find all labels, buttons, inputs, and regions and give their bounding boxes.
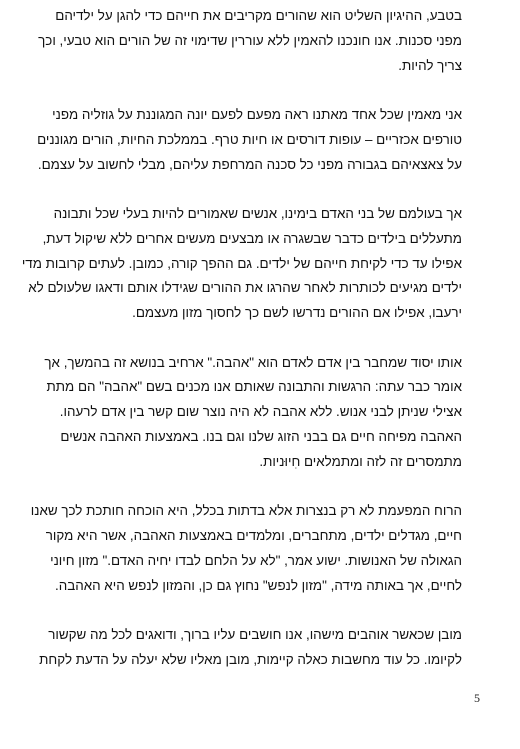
text-line: צריך להיות. bbox=[398, 57, 462, 73]
text-line: אני מאמין שכל אחד מאתנו ראה מפעם לפעם יונה המגוננת על גוזליה מפני bbox=[52, 106, 462, 122]
text-line: בטבע, ההיגיון השליט הוא שהורים מקריבים את חייהם כדי להגן על ילדיהם bbox=[55, 8, 462, 23]
text-line: מתמסרים זה לזה ומתמלאים חִיוּניות. bbox=[259, 453, 462, 469]
text-line: ילדים מגיעים לכותרות לאחר שהרגו את ההורים שגידלו אותם ודאגו שלעולם לא bbox=[28, 280, 462, 296]
text-line: ירעבו, אפילו אם ההורים נדרשו לשם כך לחסוך מזון מעצמם. bbox=[132, 305, 462, 321]
text-line: מתעללים בילדים כדבר שבשגרה או מבצעים מעשים אחרים ללא שיקול דעת, bbox=[42, 230, 462, 246]
text-line: הגאולה של האנושות. ישוע אמר, "לא על הלחם לבדו יחיה האדם." מזון חיוני bbox=[50, 552, 462, 568]
text-line: על צאצאיהם בגבורה מפני כל סכנה המרחפת עליהם, מבלי לחשוב על עצמם. bbox=[37, 156, 462, 172]
page-number: 5 bbox=[474, 691, 480, 705]
text-line: מובן שכאשר אוהבים מישהו, אנו חושבים עליו ברוך, ודואגים לכל מה שקשור bbox=[48, 626, 462, 642]
text-line: אפילו עד כדי לקיחת חייהם של ילדים. גם ההפך קורה, כמובן. לעתים קרובות מדי bbox=[21, 255, 462, 271]
text-line: האהבה מפיחה חיים גם בבני הזוג שלנו וגם בנו. באמצעות האהבה אנשים bbox=[60, 428, 462, 444]
text-line: הרוח המפעמת לא רק בנצרות אלא בדתות בכלל, היא הוכחה חותכת לכך שאנו bbox=[30, 503, 462, 519]
text-line: חיים, מגדלים ילדים, מתחברים, ומלמדים באמצעות האהבה, אשר היא מקור bbox=[45, 527, 462, 543]
text-line: אך בעולמם של בני האדם בימינו, אנשים שאמורים להיות בעלי שכל ותבונה bbox=[53, 205, 462, 221]
paragraph bbox=[39, 623, 462, 673]
text-line: טורפים אכזריים – עופות דורסים או חיות טרף. בממלכת החיות, הורים מגוננים bbox=[37, 131, 462, 147]
body-text bbox=[21, 4, 462, 697]
text-line: אותו יסוד שמחבר בין אדם לאדם הוא "אהבה." ארחיב בנושא זה בהמשך, אך bbox=[44, 354, 462, 370]
text-line: לקיומו. כל עוד מחשבות כאלה קיימות, מובן מאליו שלא יעלה על הדעת לקחת bbox=[39, 651, 462, 667]
paragraph bbox=[44, 351, 462, 475]
paragraph bbox=[38, 4, 462, 78]
paragraph bbox=[37, 103, 462, 177]
text-line: אומר כבר עתה: הרגשות והתבונה שאותם אנו מכנים בשם "אהבה" הם מתת bbox=[46, 379, 462, 395]
paragraph bbox=[21, 202, 462, 326]
paragraph bbox=[30, 499, 462, 598]
text-line: מפני סכנות. אנו חונכנו להאמין ללא עוררין שדימוי זה של הורים הוא טבעי, וכך bbox=[38, 32, 462, 48]
text-line: לחיים, אך באותה מידה, "מזון לנפש" נחוץ גם כן, והמזון לנפש היא האהבה. bbox=[54, 577, 462, 593]
text-line: אצילי שניתן לבני אנוש. ללא אהבה לא היה נוצר שום קשר בין אדם לרעהו. bbox=[59, 404, 462, 420]
